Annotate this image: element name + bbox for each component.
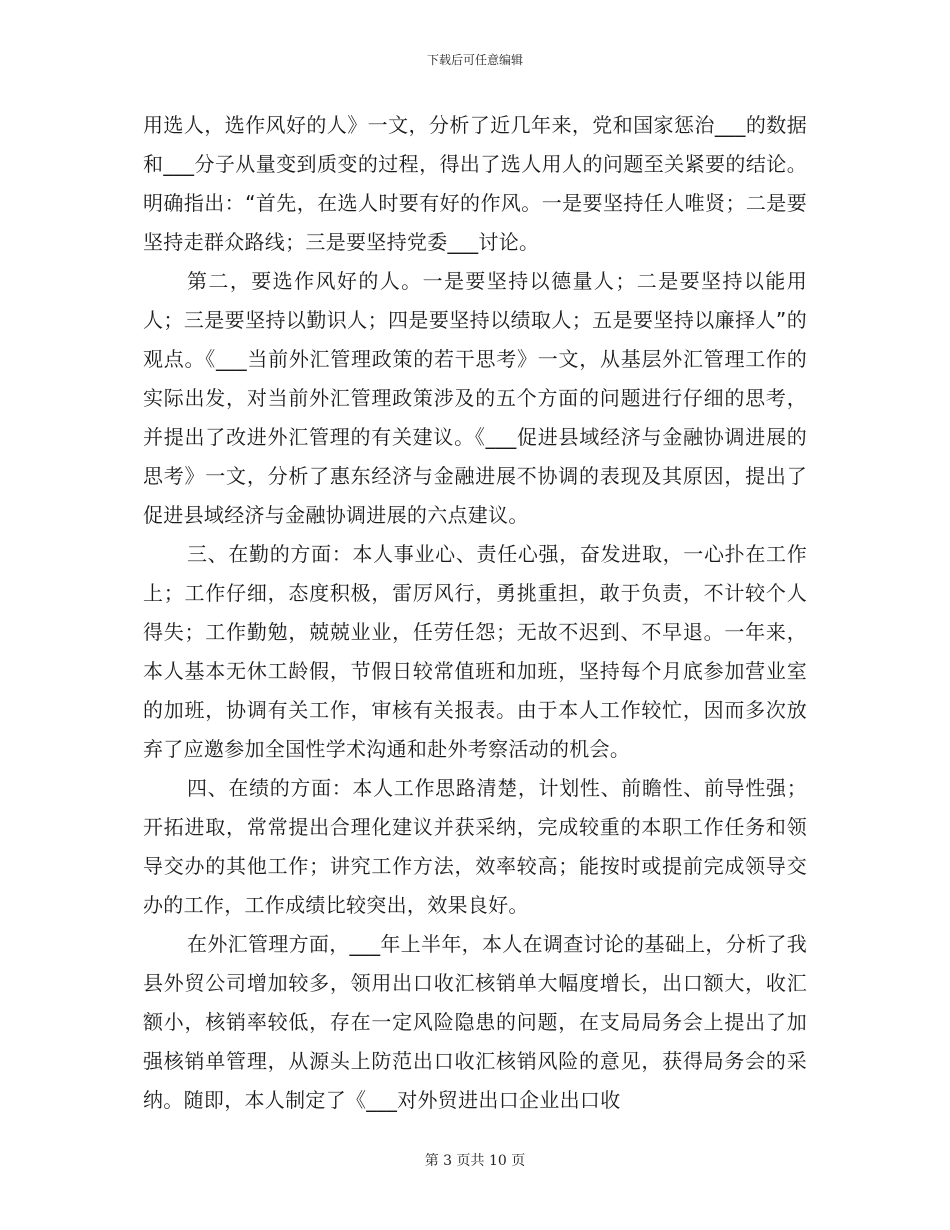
paragraph-5: 在外汇管理方面，___年上半年，本人在调查讨论的基础上，分析了我县外贸公司增加较多，领用出口收汇核销单大幅度增长，出口额大，收汇额小，核销率较低，存在一定风险隐患的问题，在支局局务会上提出了加强核销单管理，从源头上防范出口收汇核销风险的意见，获得局务会的采纳。随即，本人制定了《___对外贸进出口企业出口收 (143, 932, 807, 1112)
page-footer: 第 3 页共 10 页 (424, 1153, 526, 1169)
paragraph-2: 第二，要选作风好的人。一是要坚持以德量人；二是要坚持以能用人；三是要坚持以勤识人；四是要坚持以绩取人；五是要坚持以廉择人”的观点。《___当前外汇管理政策的若干思考》一文，从基层外汇管理工作的实际出发，对当前外汇管理政策涉及的五个方面的问题进行仔细的思考，并提出了改进外汇管理的有关建议。《___促进县域经济与金融协调进展的思考》一文，分析了惠东经济与金融进展不协调的表现及其原因，提出了促进县域经济与金融协调进展的六点建议。 (143, 269, 807, 527)
page-header: 下载后可任意编辑 (426, 53, 523, 67)
paragraph-4: 四、在绩的方面：本人工作思路清楚，计划性、前瞻性、前导性强；开拓进取，常常提出合理化建议并获采纳，完成较重的本职工作任务和领导交办的其他工作；讲究工作方法，效率较高；能按时或提前完成领导交办的工作，工作成绩比较突出，效果良好。 (143, 776, 807, 917)
document-body (143, 106, 807, 1120)
paragraph-1: 用选人，选作风好的人》一文，分析了近几年来，党和国家惩治___的数据和___分子从量变到质变的过程，得出了选人用人的问题至关紧要的结论。明确指出：“首先，在选人时要有好的作风。一是要坚持任人唯贤；二是要坚持走群众路线；三是要坚持党委___讨论。 (143, 113, 807, 254)
paragraph-3: 三、在勤的方面：本人事业心、责任心强，奋发进取，一心扑在工作上；工作仔细，态度积极，雷厉风行，勇挑重担，敢于负责，不计较个人得失；工作勤勉，兢兢业业，任劳任怨；无故不迟到、不早退。一年来，本人基本无休工龄假，节假日较常值班和加班，坚持每个月底参加营业室的加班，协调有关工作，审核有关报表。由于本人工作较忙，因而多次放弃了应邀参加全国性学术沟通和赴外考察活动的机会。 (143, 542, 807, 761)
